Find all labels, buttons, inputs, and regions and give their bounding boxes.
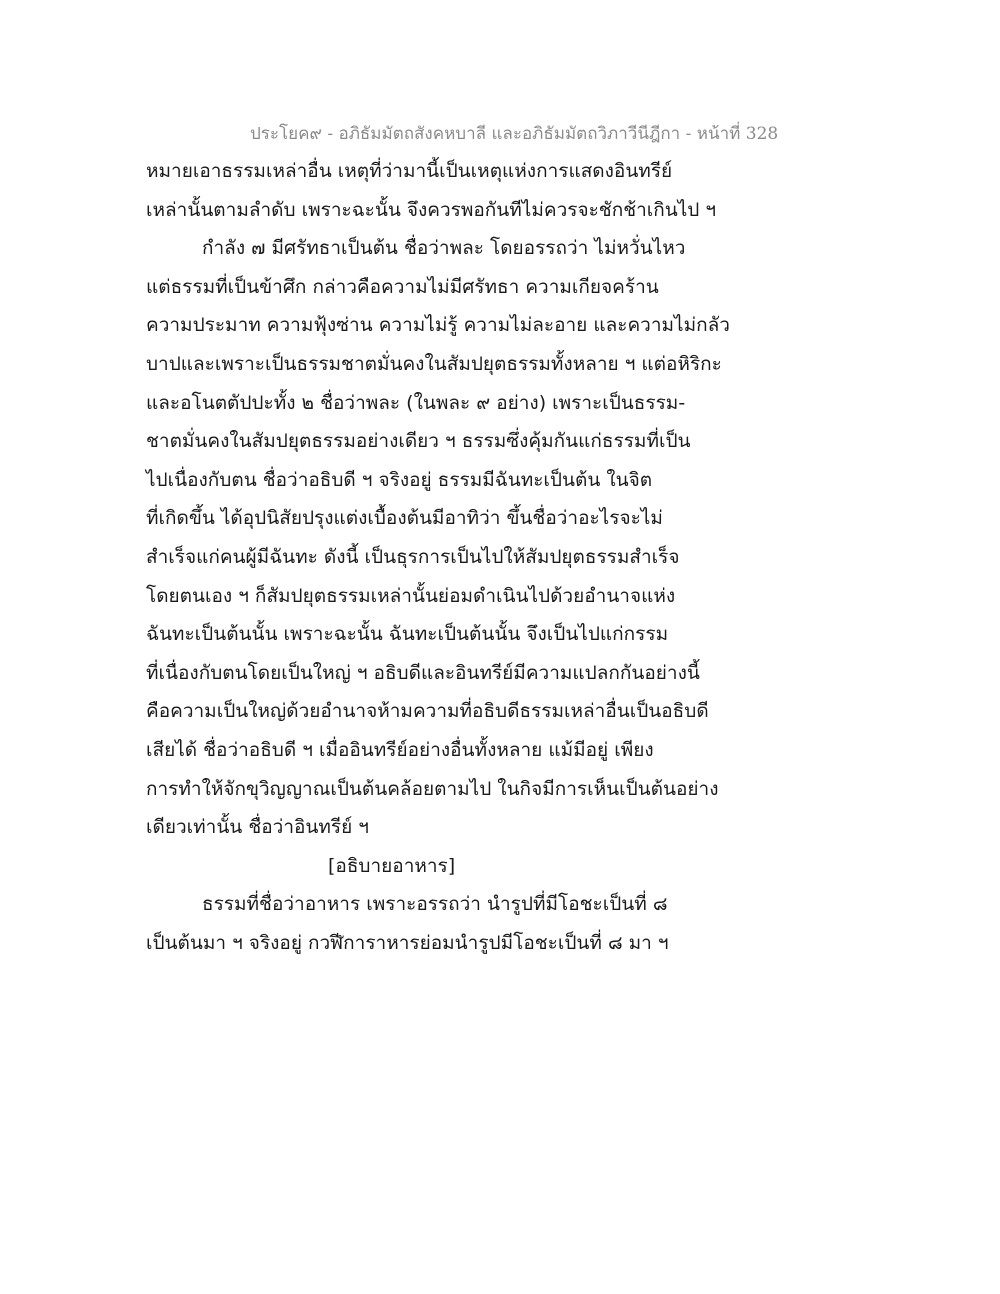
- text-line: เป็นต้นมา ฯ จริงอยู่ กวฬีการาหารย่อมนำรูปมีโอชะเป็นที่ ๘ มา ฯ: [146, 931, 669, 954]
- text-line: แต่ธรรมที่เป็นข้าศึก กล่าวคือความไม่มีศรัทธา ความเกียจคร้าน: [146, 275, 659, 298]
- text-line: ชาตมั่นคงในสัมปยุตธรรมอย่างเดียว ฯ ธรรมซึ่งคุ้มกันแก่ธรรมที่เป็น: [146, 430, 691, 453]
- text-line: ฉันทะเป็นต้นนั้น เพราะฉะนั้น ฉันทะเป็นต้นนั้น จึงเป็นไปแก่กรรม: [146, 623, 669, 646]
- text-line: เดียวเท่านั้น ชื่อว่าอินทรีย์ ฯ: [146, 816, 369, 839]
- text-line: และอโนตตัปปะทั้ง ๒ ชื่อว่าพละ (ในพละ ๙ อย่าง) เพราะเป็นธรรม-: [146, 391, 686, 414]
- paragraph-start-line: ธรรมที่ชื่อว่าอาหาร เพราะอรรถว่า นำรูปที่มีโอชะเป็นที่ ๘: [202, 893, 668, 916]
- text-line: หมายเอาธรรมเหล่าอื่น เหตุที่ว่ามานี้เป็นเหตุแห่งการแสดงอินทรีย์: [146, 160, 673, 182]
- text-line: บาปและเพราะเป็นธรรมชาตมั่นคงในสัมปยุตธรรมทั้งหลาย ฯ แต่อหิริกะ: [146, 352, 722, 375]
- text-line: การทำให้จักขุวิญญาณเป็นต้นคล้อยตามไป ในกิจมีการเห็นเป็นต้นอย่าง: [146, 777, 719, 800]
- text-line: โดยตนเอง ฯ ก็สัมปยุตธรรมเหล่านั้นย่อมดำเนินไปด้วยอำนาจแห่ง: [146, 584, 676, 607]
- text-line: ความประมาท ความฟุ้งซ่าน ความไม่รู้ ความไม่ละอาย และความไม่กลัว: [146, 314, 730, 337]
- running-header: ประโยค๙ - อภิธัมมัตถสังคหบาลี และอภิธัมมัตถวิภาวีนีฎีกา - หน้าที่ 328: [250, 124, 779, 144]
- text-line: เหล่านั้นตามลำดับ เพราะฉะนั้น จึงควรพอกันทีไม่ควรจะชักช้าเกินไป ฯ: [146, 198, 717, 221]
- text-line: สำเร็จแก่คนผู้มีฉันทะ ดังนี้ เป็นธุรการเป็นไปให้สัมปยุตธรรมสำเร็จ: [146, 545, 680, 568]
- text-line: ที่เกิดขึ้น ได้อุปนิสัยปรุงแต่งเบื้องต้นมีอาทิว่า ขึ้นชื่อว่าอะไรจะไม่: [146, 507, 663, 530]
- text-line: เสียได้ ชื่อว่าอธิบดี ฯ เมื่ออินทรีย์อย่างอื่นทั้งหลาย แม้มีอยู่ เพียง: [146, 738, 654, 761]
- text-line: ไปเนื่องกับตน ชื่อว่าอธิบดี ฯ จริงอยู่ ธรรมมีฉันทะเป็นต้น ในจิต: [146, 468, 653, 491]
- paragraph-start-line: กำลัง ๗ มีศรัทธาเป็นต้น ชื่อว่าพละ โดยอรรถว่า ไม่หวั่นไหว: [202, 237, 686, 260]
- body-text: [146, 152, 786, 962]
- section-heading: [อธิบายอาหาร]: [328, 854, 456, 877]
- text-line: ที่เนื่องกับตนโดยเป็นใหญ่ ฯ อธิบดีและอินทรีย์มีความแปลกกันอย่างนี้: [146, 661, 700, 684]
- text-line: คือความเป็นใหญ่ด้วยอำนาจห้ามความที่อธิบดีธรรมเหล่าอื่นเป็นอธิบดี: [146, 700, 709, 723]
